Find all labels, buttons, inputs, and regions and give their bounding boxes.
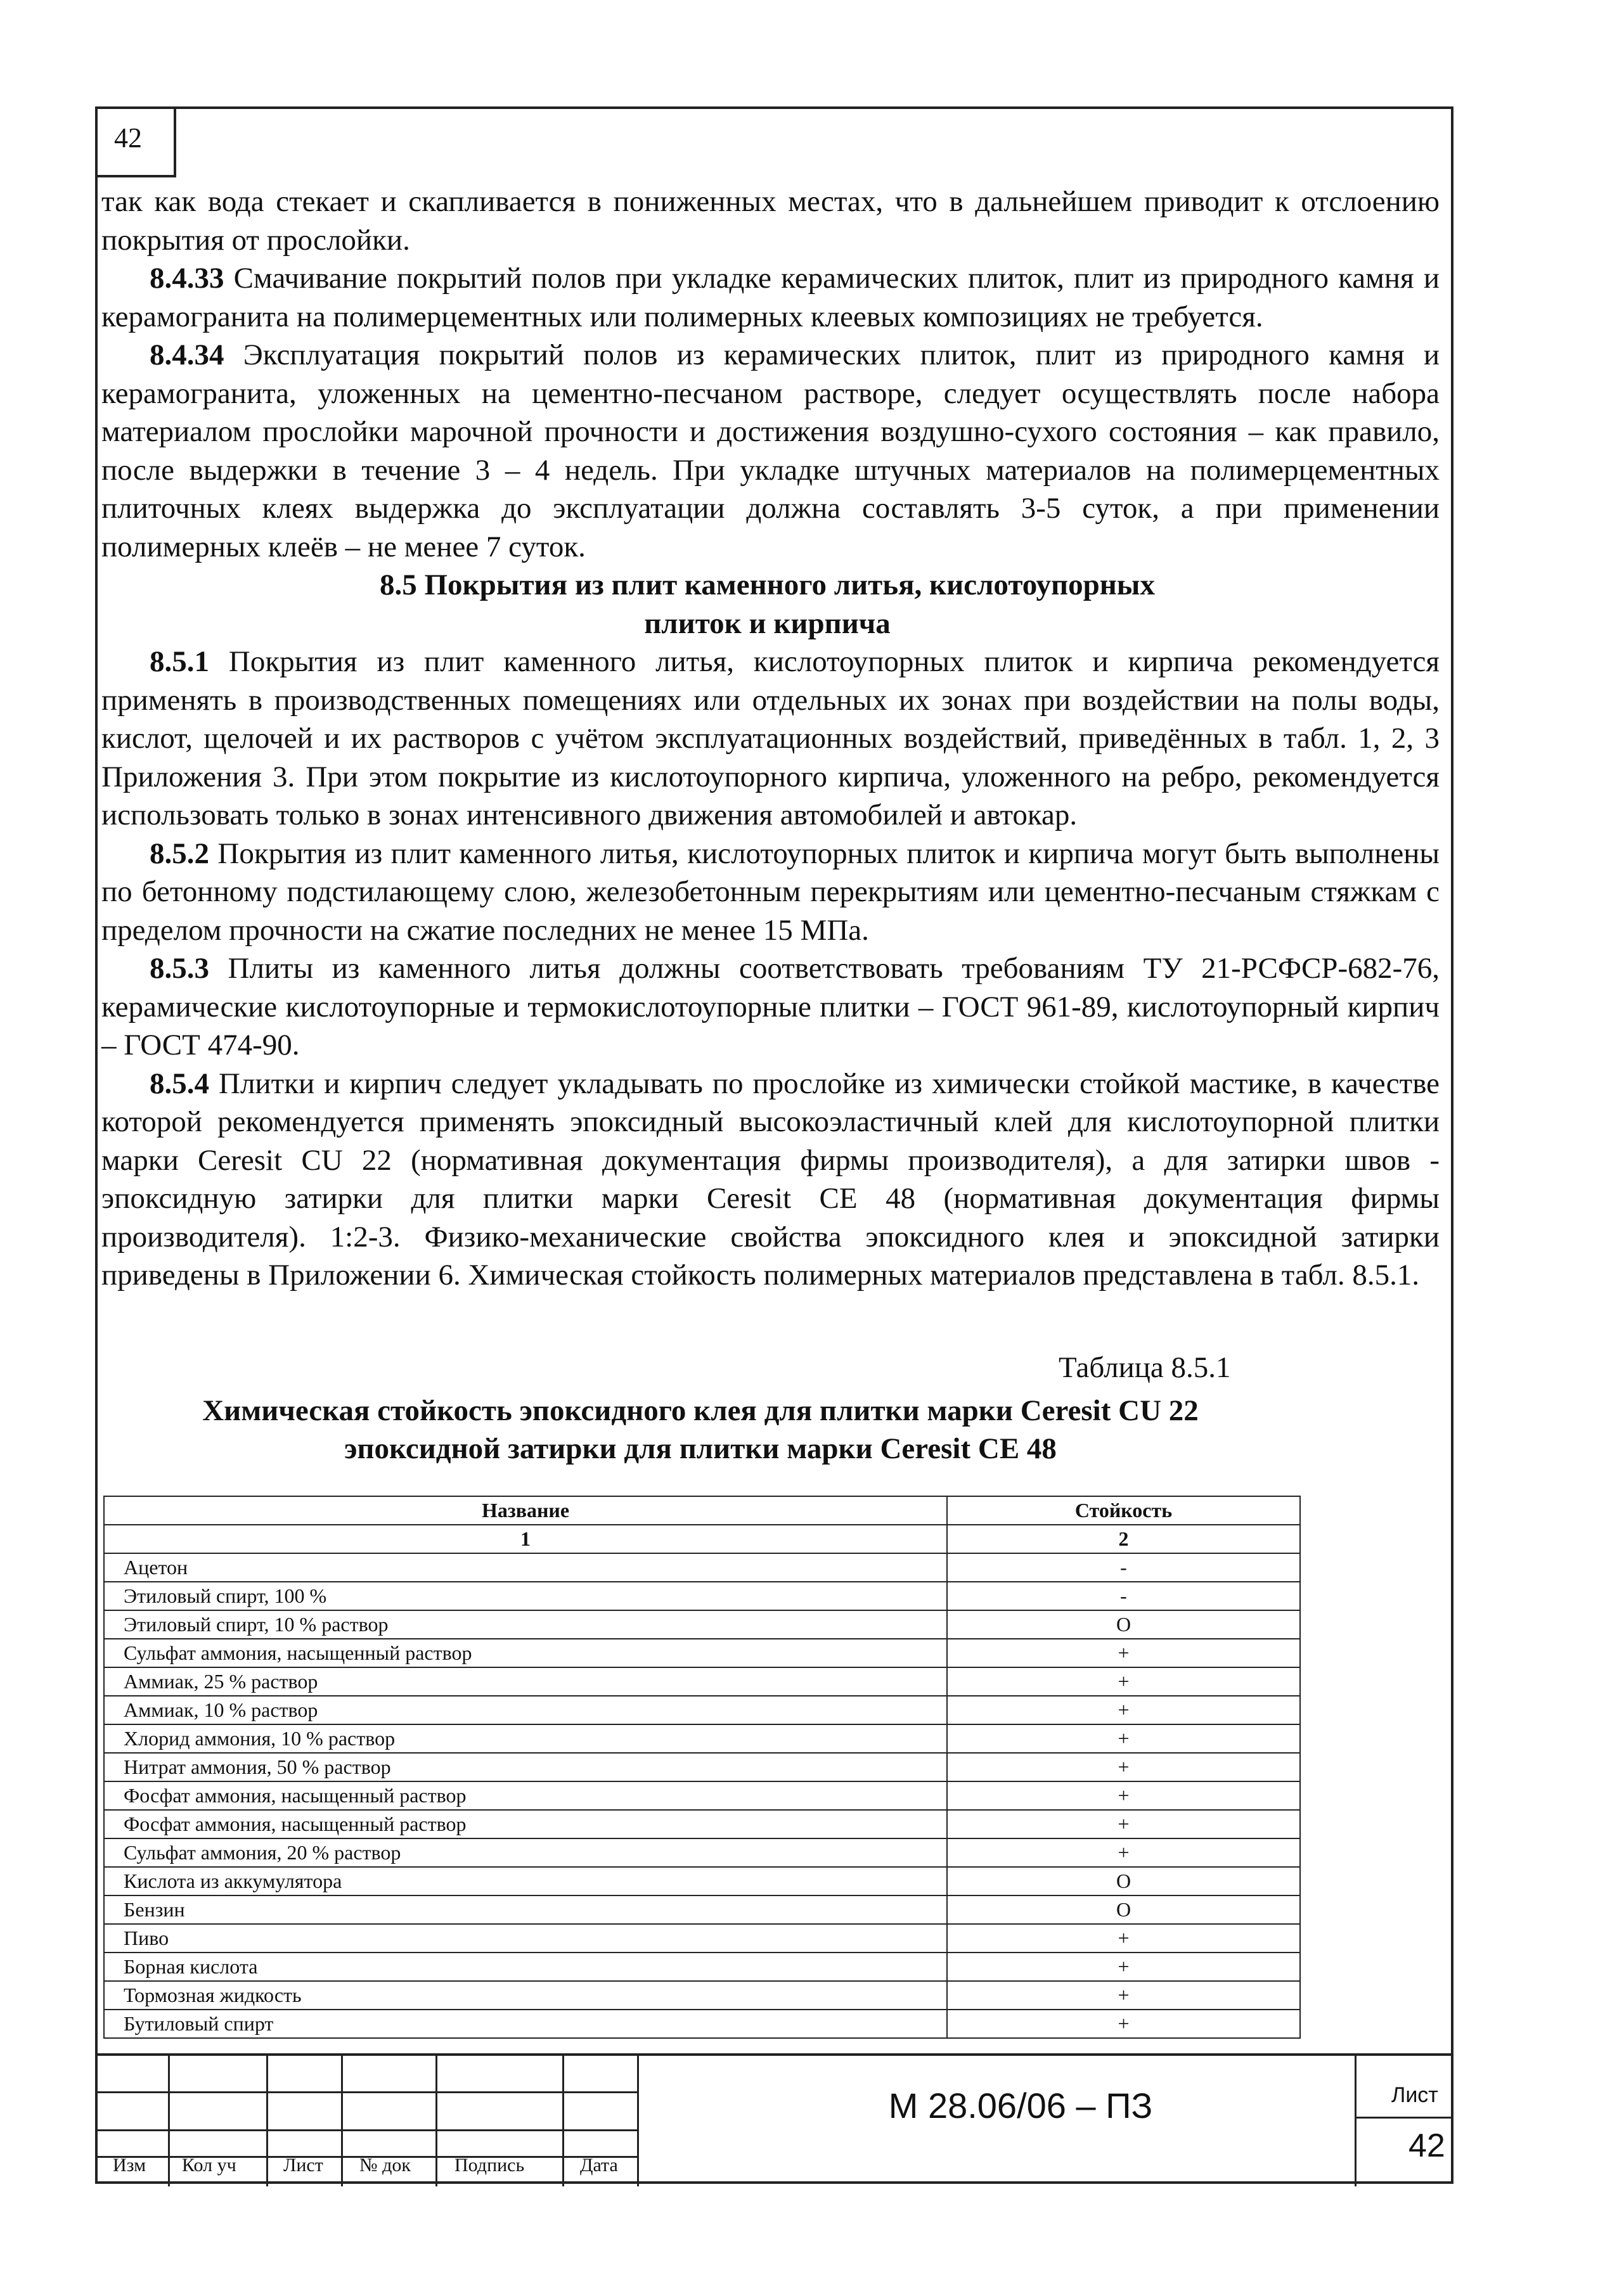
table-row: Сульфат аммония, 20 % раствор + bbox=[104, 1838, 1300, 1867]
stamp-divider bbox=[266, 2056, 268, 2186]
stamp-label-date: Дата bbox=[580, 2155, 618, 2176]
table-row: Аммиак, 25 % раствор + bbox=[104, 1667, 1300, 1696]
page-number-box bbox=[95, 106, 176, 177]
table-row: Тормозная жидкость + bbox=[104, 1981, 1300, 2010]
stamp-row-line bbox=[95, 2091, 637, 2093]
paragraph-8-5-1: 8.5.1 Покрытия из плит каменного литья, кислотоупорных плиток и кирпича рекомендуется применять в производственных помещениях или отдельных их зонах при воздействии на полы воды, кислот, щелочей и их растворов с учётом эксплуатационных воздействий, приведённых в табл. 1, 2, 3 Приложения 3. При этом покрытие из кислотоупорного кирпича, уложенного на ребро, рекомендуется использовать только в зонах интенсивного движения автомобилей и автокар. bbox=[101, 645, 1440, 831]
table-row: Фосфат аммония, насыщенный раствор + bbox=[104, 1810, 1300, 1838]
sheet-number: 42 bbox=[1408, 2127, 1445, 2164]
paragraph-continuation: так как вода стекает и скапливается в пониженных местах, что в дальнейшем приводит к отслоению покрытия от прослойки. bbox=[101, 185, 1440, 257]
stamp-label-qty: Кол уч bbox=[182, 2155, 236, 2176]
stamp-divider bbox=[562, 2056, 564, 2186]
paragraph-8-5-2: 8.5.2 Покрытия из плит каменного литья, кислотоупорных плиток и кирпича могут быть выполнены по бетонному подстилающему слою, железобетонным перекрытиям или цементно-песчаным стяжкам с пределом прочности на сжатие последних не менее 15 МПа. bbox=[101, 837, 1440, 947]
section-heading-8-5: 8.5 Покрытия из плит каменного литья, кислотоупорных плиток и кирпича bbox=[380, 568, 1155, 640]
chemical-resistance-table bbox=[103, 1496, 1301, 2039]
stamp-label-change: Изм bbox=[113, 2155, 146, 2176]
stamp-divider bbox=[341, 2056, 343, 2186]
table-row: Кислота из аккумулятора O bbox=[104, 1867, 1300, 1895]
table-header-row bbox=[104, 1496, 1300, 1525]
table-row: Бутиловый спирт + bbox=[104, 2010, 1300, 2038]
stamp-divider bbox=[637, 2056, 639, 2186]
paragraph-8-5-3: 8.5.3 Плиты из каменного литья должны соответствовать требованиям ТУ 21-РСФСР-682-76, керамические кислотоупорные и термокислотоупорные плитки – ГОСТ 961-89, кислотоупорный кирпич – ГОСТ 474-90. bbox=[101, 952, 1440, 1061]
stamp-label-doc-no: № док bbox=[359, 2155, 411, 2176]
table-row: Фосфат аммония, насыщенный раствор + bbox=[104, 1781, 1300, 1810]
stamp-divider bbox=[168, 2056, 170, 2186]
document-code: М 28.06/06 – ПЗ bbox=[888, 2086, 1153, 2126]
paragraph-8-5-4: 8.5.4 Плитки и кирпич следует укладывать по прослойке из химически стойкой мастике, в качестве которой рекомендуется применять эпоксидный высокоэластичный клей для кислотоупорной плитки марки Ceresit CU 22 (нормативная документация фирмы производителя), а для затирки швов - эпоксидную затирки для плитки марки Ceresit CE 48 (нормативная документация фирмы производителя). 1:2-3. Физико-механические свойства эпоксидного клея и эпоксидной затирки приведены в Приложении 6. Химическая стойкость полимерных материалов представлена в табл. 8.5.1. bbox=[101, 1067, 1440, 1292]
header-resistance: Стойкость bbox=[947, 1496, 1300, 1525]
stamp-row-line bbox=[95, 2129, 637, 2131]
table-row: Бензин O bbox=[104, 1895, 1300, 1924]
header-name: Название bbox=[104, 1496, 947, 1525]
table-row: Борная кислота + bbox=[104, 1953, 1300, 1981]
table-row: Пиво + bbox=[104, 1924, 1300, 1953]
table-row: Ацетон - bbox=[104, 1553, 1300, 1582]
table-row: Этиловый спирт, 100 % - bbox=[104, 1582, 1300, 1610]
table-title: Химическая стойкость эпоксидного клея для плитки марки Ceresit CU 22 эпоксидной затирки для плитки марки Ceresit CE 48 bbox=[202, 1394, 1199, 1465]
table-number: Таблица 8.5.1 bbox=[1059, 1351, 1231, 1384]
stamp-label-signature: Подпись bbox=[454, 2155, 525, 2176]
paragraph-8-4-33: 8.4.33 Смачивание покрытий полов при укладке керамических плиток, плит из природного камня и керамогранита на полимерцементных или полимерных клеевых композициях не требуется. bbox=[101, 262, 1440, 333]
sheet-label: Лист bbox=[1391, 2083, 1438, 2107]
column-number-2: 2 bbox=[947, 1525, 1300, 1553]
table-row: Сульфат аммония, насыщенный раствор + bbox=[104, 1639, 1300, 1667]
table-row: Аммиак, 10 % раствор + bbox=[104, 1696, 1300, 1724]
table-row: Хлорид аммония, 10 % раствор + bbox=[104, 1724, 1300, 1753]
table-row: Этиловый спирт, 10 % раствор O bbox=[104, 1610, 1300, 1639]
column-number-1: 1 bbox=[104, 1525, 947, 1553]
stamp-divider bbox=[435, 2056, 437, 2186]
table-column-numbers-row bbox=[104, 1525, 1300, 1553]
page-number: 42 bbox=[114, 122, 142, 153]
paragraph-8-4-34: 8.4.34 Эксплуатация покрытий полов из керамических плиток, плит из природного камня и керамогранита, уложенных на цементно-песчаном растворе, следует осуществлять после набора материалом прослойки марочной прочности и достижения воздушно-сухого состояния – как правило, после выдержки в течение 3 – 4 недель. При укладке штучных материалов на полимерцементных плиточных клеях выдержка до эксплуатации должна составлять 3-5 суток, а при применении полимерных клеёв – не менее 7 суток. bbox=[101, 338, 1440, 563]
table-row: Нитрат аммония, 50 % раствор + bbox=[104, 1753, 1300, 1781]
body-text bbox=[95, 183, 1453, 1295]
stamp-label-sheet: Лист bbox=[283, 2155, 323, 2176]
